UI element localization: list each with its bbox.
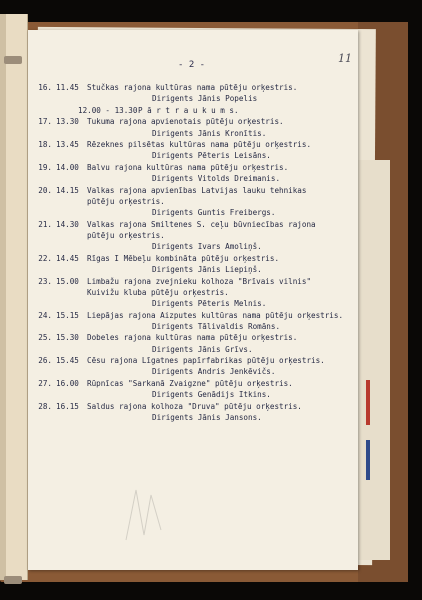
conductor-name: Dirigents Vitolds Dreimanis. [152, 174, 281, 184]
program-entry [28, 105, 358, 116]
entry-time: 14.00 [56, 163, 79, 172]
entry-number: 24. [38, 310, 52, 320]
orchestra-name: Liepājas rajona Aizputes kultūras nama pūtēju orķestris. [87, 310, 344, 320]
binder-ring [4, 576, 22, 584]
entry-time: 13.30 [56, 117, 79, 127]
program-entry [28, 355, 358, 377]
entry-time: 15.15 [56, 310, 79, 320]
orchestra-name: Valkas rajona Smiltenes S. ceļu būvniecības rajona [87, 219, 316, 229]
binder-pages [0, 14, 28, 580]
conductor-name: Dirigents Pēteris Leisāns. [152, 151, 271, 161]
conductor-name: Dirigents Jānis Popelis [152, 94, 258, 104]
program-entry [28, 276, 358, 310]
red-bookmark-ribbon [366, 380, 370, 425]
binder-ring [4, 56, 22, 64]
entry-time: 15.30 [56, 333, 79, 343]
conductor-name: Dirigents Ivars Amoliņš. [152, 242, 262, 252]
entry-number: 27. [38, 379, 52, 388]
orchestra-name: Valkas rajona apvienības Latvijas lauku tehnikas [87, 185, 307, 195]
program-entry [28, 185, 358, 219]
entry-number: 19. [38, 163, 52, 172]
orchestra-name: Rīgas I Mēbeļu kombināta pūtēju orķestris. [87, 253, 280, 263]
orchestra-name: Stučkas rajona kultūras nama pūtēju orķestris. [87, 83, 298, 92]
conductor-name: Dirigents Tālivaldis Romāns. [152, 321, 281, 331]
entry-time: 13.45 [56, 140, 79, 150]
program-entry [28, 162, 358, 184]
entry-number: 22. [38, 253, 52, 263]
entry-time: 14.45 [56, 253, 79, 263]
entry-number: 23. [38, 276, 52, 286]
orchestra-name: Limbažu rajona zvejnieku kolhoza "Brīvais vilnis" [87, 276, 312, 286]
entry-time: 14.15 [56, 185, 79, 195]
orchestra-name: Dobeles rajona kultūras nama pūtēju orķestris. [87, 333, 298, 343]
break-time: 12.00 - 13.30 [78, 105, 138, 115]
program-entry [28, 378, 358, 400]
conductor-name: Dirigents Jānis Liepiņš. [152, 264, 262, 274]
orchestra-name: Kuivižu kluba pūtēju orķestris. [87, 287, 229, 297]
entry-time: 14.30 [56, 219, 79, 229]
entry-time: 15.00 [56, 276, 79, 286]
program-entry [28, 401, 358, 423]
binder-edge [0, 14, 6, 580]
break-label: P ā r t r a u k u m s. [138, 105, 239, 115]
orchestra-name: Rēzeknes pilsētas kultūras nama pūtēju orķestris. [87, 140, 312, 150]
program-entry [28, 253, 358, 275]
entry-number: 25. [38, 333, 52, 343]
program-entry [28, 332, 358, 354]
page-number: - 2 - [178, 60, 206, 70]
conductor-name: Dirigents Andris Jenkēvičs. [152, 367, 276, 377]
orchestra-name: pūtēju orķestris. [87, 230, 165, 240]
entry-number: 16. [38, 83, 52, 92]
program-entry [28, 139, 358, 161]
entry-time: 11.45 [56, 83, 79, 92]
entry-time: 16.15 [56, 401, 79, 411]
conductor-name: Dirigents Jānis Jansons. [152, 412, 262, 422]
conductor-name: Dirigents Jānis Kronītis. [152, 128, 267, 138]
conductor-name: Dirigents Guntis Freibergs. [152, 208, 276, 218]
program-entry [28, 219, 358, 253]
faint-pencil-mark [116, 480, 176, 550]
folio-number: 11 [338, 52, 352, 65]
orchestra-name: Cēsu rajona Līgatnes papīrfabrikas pūtēju orķestris. [87, 356, 325, 366]
typed-page [28, 30, 358, 570]
entry-number: 17. [38, 117, 52, 127]
program-entry [28, 116, 358, 138]
entry-number: 18. [38, 140, 52, 150]
conductor-name: Dirigents Jānis Grīvs. [152, 344, 253, 354]
orchestra-name: Tukuma rajona apvienotais pūtēju orķestris. [87, 117, 284, 127]
entry-number: 21. [38, 219, 52, 229]
blue-bookmark-ribbon [366, 440, 370, 480]
entry-number: 28. [38, 401, 52, 411]
program-entry [28, 310, 358, 332]
entry-number: 26. [38, 356, 52, 366]
conductor-name: Dirigents Genādijs Itkins. [152, 390, 271, 400]
orchestra-name: Rūpnīcas "Sarkanā Zvaigzne" pūtēju orķestris. [87, 379, 293, 388]
orchestra-name: Saldus rajona kolhoza "Druva" pūtēju orķestris. [87, 401, 302, 411]
entry-number: 20. [38, 185, 52, 195]
program-entry [28, 82, 358, 104]
orchestra-name: pūtēju orķestris. [87, 196, 165, 206]
entry-time: 16.00 [56, 379, 79, 388]
entry-time: 15.45 [56, 356, 79, 366]
conductor-name: Dirigents Pēteris Melnis. [152, 298, 267, 308]
orchestra-name: Balvu rajona kultūras nama pūtēju orķestris. [87, 163, 289, 172]
